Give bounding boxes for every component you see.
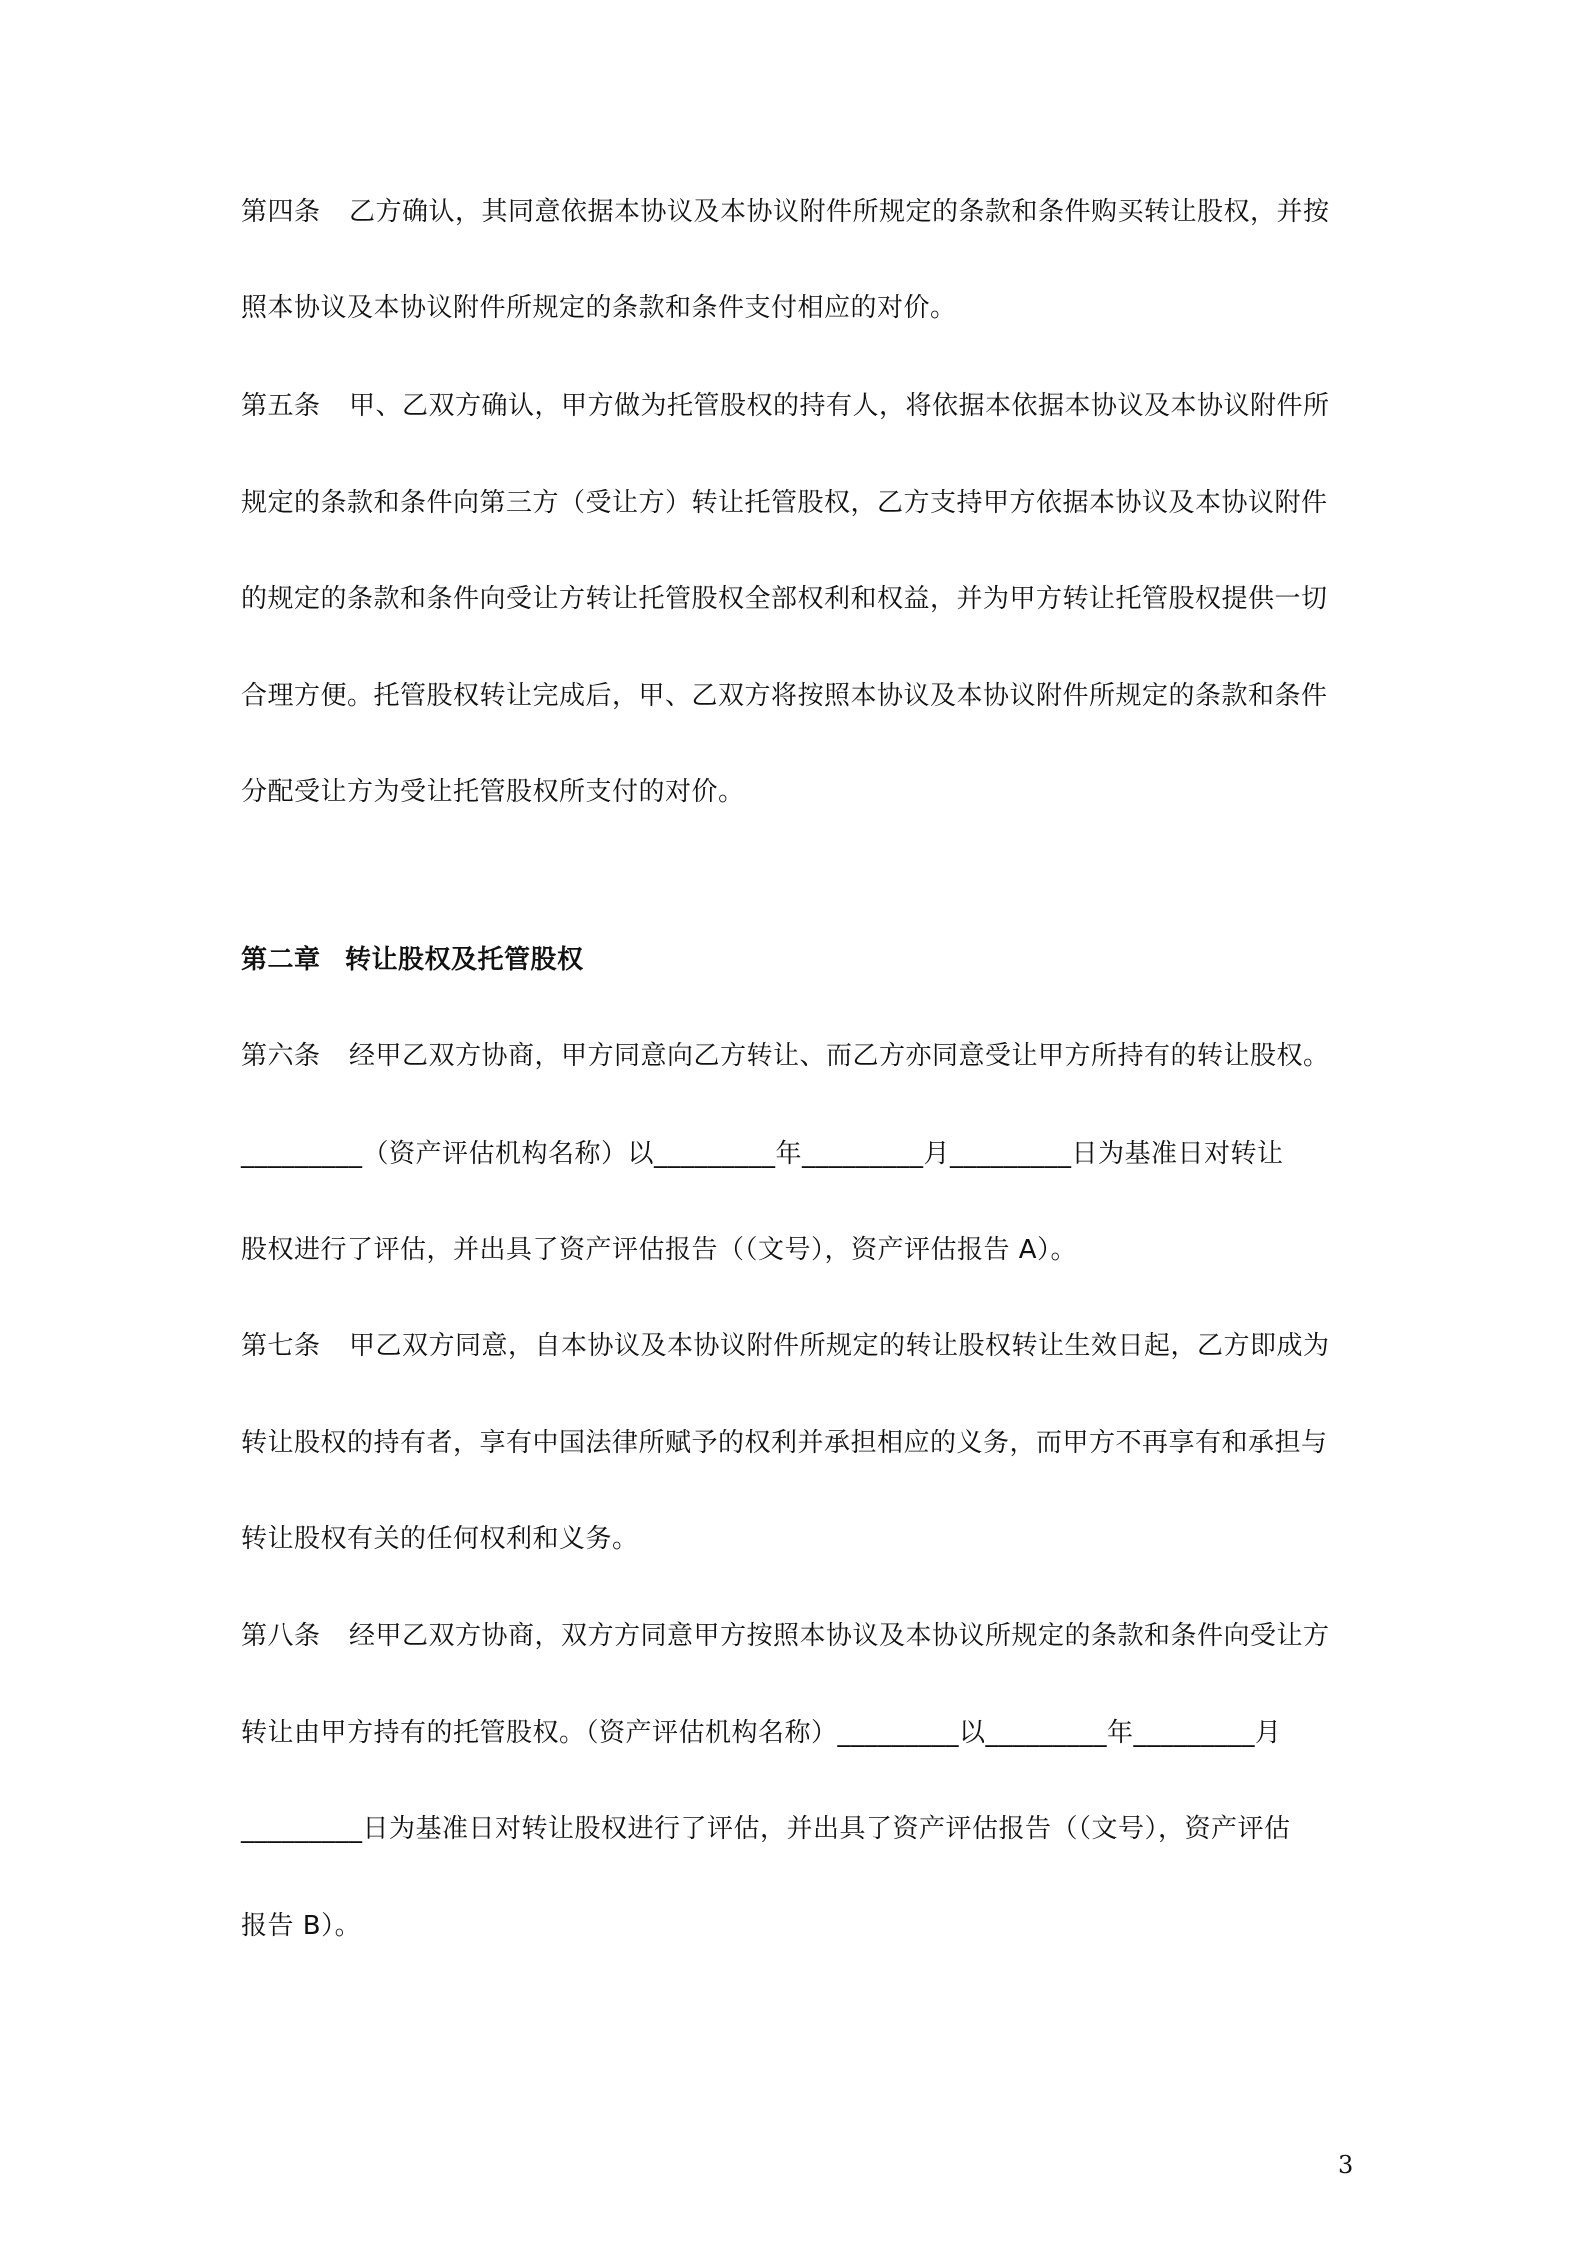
article-6-line-3: 股权进行了评估，并出具了资产评估报告（（文号），资产评估报告 A）。	[241, 1235, 1078, 1265]
article-8-line-1	[241, 1616, 1361, 1656]
article-4-text-1: 乙方确认，其同意依据本协议及本协议附件所规定的条款和条件购买转让股权，并按	[349, 197, 1330, 227]
article-8-line-4: 报告 B）。	[241, 1911, 362, 1941]
article-5-line-3: 的规定的条款和条件向受让方转让托管股权全部权利和权益，并为甲方转让托管股权提供一切	[241, 584, 1328, 614]
article-5-label: 第五条	[241, 391, 321, 421]
article-8-line-2: 转让由甲方持有的托管股权。（资产评估机构名称）_________以_________年_________月	[241, 1718, 1282, 1748]
article-8-line-3: _________日为基准日对转让股权进行了评估，并出具了资产评估报告（（文号），资产评估	[241, 1814, 1291, 1844]
article-6-line-2: _________（资产评估机构名称）以_________年_________月_________日为基准日对转让	[241, 1139, 1284, 1169]
chapter-2-label: 第二章	[241, 945, 321, 975]
article-4-line-2: 照本协议及本协议附件所规定的条款和条件支付相应的对价。	[241, 293, 957, 323]
chapter-2-heading	[241, 940, 1361, 980]
article-8-label: 第八条	[241, 1621, 321, 1651]
article-8-text-1: 经甲乙双方协商，双方方同意甲方按照本协议及本协议所规定的条款和条件向受让方	[349, 1621, 1330, 1651]
article-7-line-2: 转让股权的持有者，享有中国法律所赋予的权利并承担相应的义务，而甲方不再享有和承担与	[241, 1428, 1328, 1458]
chapter-2-title: 转让股权及托管股权	[345, 945, 584, 975]
page-number: 3	[1338, 2151, 1354, 2179]
article-4-line-1	[241, 192, 1361, 232]
article-5-line-5: 分配受让方为受让托管股权所支付的对价。	[241, 777, 745, 807]
article-7-line-3: 转让股权有关的任何权利和义务。	[241, 1524, 639, 1554]
article-5-text-1: 甲、乙双方确认，甲方做为托管股权的持有人，将依据本依据本协议及本协议附件所	[349, 391, 1330, 421]
article-5-line-1	[241, 386, 1361, 426]
article-7-label: 第七条	[241, 1331, 321, 1361]
article-6-text-1: 经甲乙双方协商，甲方同意向乙方转让、而乙方亦同意受让甲方所持有的转让股权。	[349, 1041, 1330, 1071]
article-5-line-2: 规定的条款和条件向第三方（受让方）转让托管股权，乙方支持甲方依据本协议及本协议附件	[241, 488, 1328, 518]
article-6-label: 第六条	[241, 1041, 321, 1071]
article-4-label: 第四条	[241, 197, 321, 227]
article-6-line-1	[241, 1036, 1361, 1076]
article-7-line-1	[241, 1326, 1361, 1366]
article-5-line-4: 合理方便。托管股权转让完成后，甲、乙双方将按照本协议及本协议附件所规定的条款和条件	[241, 681, 1328, 711]
article-7-text-1: 甲乙双方同意，自本协议及本协议附件所规定的转让股权转让生效日起，乙方即成为	[349, 1331, 1330, 1361]
